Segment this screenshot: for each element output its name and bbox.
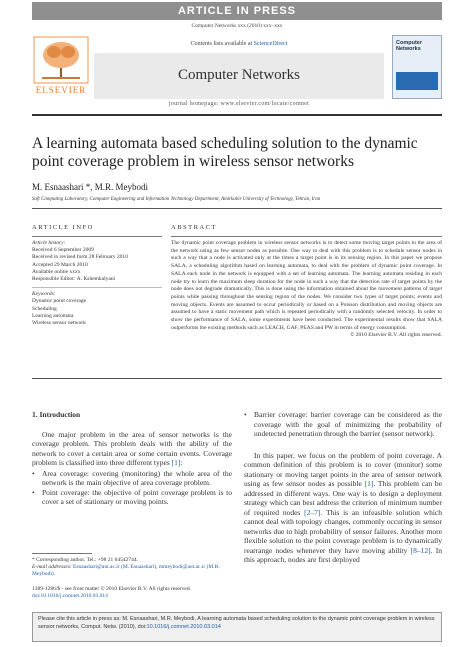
- list-item-text: Barrier coverage: barrier coverage can be considered as the coverage with the goal of minimizing the probability of undetected penetration through the barrier (sensor network).: [254, 410, 442, 438]
- abstract-rule: [32, 378, 442, 379]
- email-addresses[interactable]: Esnaashari@aut.ac.ir (M. Esnaashari), mmeybodi@aut.ac.ir (M.R. Meybodi).: [32, 564, 220, 577]
- citation-link[interactable]: [1]: [364, 479, 374, 488]
- abstract-heading: ABSTRACT: [171, 224, 217, 231]
- cover-title: Computer Networks: [396, 40, 422, 52]
- history-item: Accepted 29 March 2010: [32, 261, 88, 268]
- list-item: [244, 410, 442, 439]
- bullet-icon: •: [32, 487, 35, 497]
- journal-cover: [392, 35, 442, 99]
- divider: [171, 236, 442, 237]
- doi-link[interactable]: doi:10.1016/j.comnet.2010.03.014: [32, 593, 108, 599]
- journal-name: Computer Networks: [177, 67, 301, 83]
- section-heading: 1. Introduction: [32, 410, 81, 419]
- keyword: Dynamic point coverage: [32, 298, 87, 305]
- article-info-heading: ARTICLE INFO: [32, 224, 94, 231]
- history-item: Available online xxxx: [32, 268, 81, 275]
- contents-prefix: Contents lists available at: [190, 41, 253, 47]
- history-item: Responsible Editor: A. Kshemkalyani: [32, 276, 116, 283]
- keywords-label: Keywords:: [32, 291, 56, 298]
- issn-line: 1389-1286/$ - see front matter © 2010 Elsevier B.V. All rights reserved.: [32, 586, 191, 592]
- list-item: [32, 488, 232, 507]
- corresponding-author: * Corresponding author. Tel.: +98 21 64542744.: [32, 557, 139, 563]
- history-item: Received in revised form 28 February 2010: [32, 254, 128, 261]
- email-line: [32, 564, 232, 578]
- left-column: [32, 410, 232, 507]
- journal-reference: Computer Networks xxx (2010) xxx–xxx: [191, 23, 283, 29]
- list-item-text: Area coverage: covering (monitoring) the whole area of the network is the main objective of area coverage problem.: [42, 468, 232, 487]
- footnote: [32, 553, 232, 578]
- keyword: Scheduling: [32, 305, 57, 312]
- bullet-icon: •: [244, 410, 247, 419]
- paragraph: [244, 451, 442, 565]
- cover-graphic: [396, 72, 438, 90]
- sciencedirect-link[interactable]: ScienceDirect: [253, 41, 288, 47]
- copyright-notice: © 2010 Elsevier B.V. All rights reserved.: [350, 332, 442, 339]
- publisher-name: ELSEVIER: [35, 85, 87, 95]
- article-title: A learning automata based scheduling solution to the dynamic point coverage problem in wireless sensor networks: [32, 135, 418, 170]
- citation-text: Please cite this article in press as: M. Esnaashari, M.R. Meybodi, A learning automata based scheduling solution to the dynamic point coverage problem in wireless sensor networks, Comput. Netw. (2010), doi:: [38, 616, 435, 630]
- citation-link[interactable]: [1]: [171, 458, 181, 467]
- paragraph-text: . This is an infeasible solution which cannot deal with topology changes, commonly occuring in sensor networks due to high probability of sensor failures. Another more flexible solution to the point coverage problem is to dynamically rearrange nodes whenever they have moving ability: [244, 507, 443, 555]
- footnote-rule: [32, 553, 92, 554]
- divider: [32, 287, 162, 288]
- right-column: [244, 410, 442, 565]
- elsevier-logo: [32, 35, 90, 99]
- keyword: Wireless sensor network: [32, 320, 86, 327]
- abstract: [171, 224, 442, 338]
- abstract-text: The dynamic point coverage problem in wireless sensor networks is to detect some moving target points in the area of the network using as few sensor nodes as possible. One way to deal with this problem is to schedule sensor nodes in such a way that a node is activated only at the times a target point is in its sensing region. In this paper we propose SALA, a scheduling algorithm based on learning automata, to deal with the problem of dynamic point coverage. In SALA each node in the network is equipped with a set of learning automata. The learning automata residing in each node try to learn the maximum sleep duration for the node in such a way that the detection rate of target points by the node does not degrade dramatically. This is done using the information obtained about the movement patterns of target points while passing throughout the sensing region of the nodes. We consider two types of target points; events and moving objects. Events are assumed to occur periodically or based on a Poisson distribution and moving objects are assumed to have a static movement path which is repeated periodically with a randomly selected velocity. In order to show the performance of SALA, some experiments have been conducted. The experimental results show that SALA outperforms the existing methods such as LEACH, GAF, PEAS and PW in terms of energy consumption.: [171, 240, 442, 331]
- citation-link[interactable]: [8–12]: [410, 545, 431, 555]
- journal-title-box: [94, 53, 384, 99]
- paragraph: One major problem in the area of sensor networks is the coverage problem. This problem deals with the ability of the network to cover a certain area or some certain events. Coverage problem is classified into three different types [1]:: [32, 429, 232, 467]
- bullet-list: [32, 469, 232, 507]
- title-rule: [32, 208, 442, 209]
- paragraph-text: . This problem can be addressed in different ways. One way is to design a deployment strategy which can best address the criterion of minimum number of required nodes: [244, 479, 442, 517]
- list-item: [32, 469, 232, 488]
- history-item: Received 6 September 2009: [32, 247, 94, 254]
- keyword: Learning automata: [32, 312, 74, 319]
- paragraph-text: . In this approach, nodes are first deployed: [244, 545, 443, 564]
- history-label: Article history:: [32, 240, 66, 246]
- elsevier-tree-icon: [32, 35, 90, 85]
- citation-link[interactable]: [2–7]: [304, 507, 321, 517]
- journal-homepage[interactable]: journal homepage: www.elsevier.com/locate/comnet: [168, 101, 310, 107]
- emails-label: E-mail addresses:: [32, 564, 72, 570]
- article-info: [32, 224, 162, 327]
- article-authors: M. Esnaashari *, M.R. Meybodi: [32, 182, 148, 192]
- issn-block: [32, 586, 332, 600]
- journal-header: [32, 35, 442, 113]
- divider: [32, 236, 162, 237]
- list-item-text: Point coverage: the objective of point coverage problem is to cover a set of stationary or moving points.: [42, 487, 232, 506]
- contents-line: [94, 41, 384, 47]
- citation-doi-link[interactable]: 10.1016/j.comnet.2010.03.014: [146, 623, 221, 630]
- paragraph-text: In this paper, we focus on the problem of point coverage. A common definition of this problem is to cover (monitor) some stationary or moving target points in the area of sensor network using as few sensor nodes as possible: [244, 450, 442, 488]
- paragraph-text: One major problem in the area of sensor networks is the coverage problem. This problem deals with the ability of the network to cover a certain area or some certain events. Coverage problem is classified into three different types: [32, 429, 232, 467]
- citation-box: [32, 612, 442, 642]
- author-affiliation: Soft Computing Laboratory, Computer Engineering and Information Technology Department, Amirkabir University of Technology, Tehran, Iran: [32, 197, 321, 202]
- header-rule: [32, 114, 442, 116]
- bullet-icon: •: [32, 468, 35, 478]
- article-in-press-banner: ARTICLE IN PRESS: [32, 2, 442, 20]
